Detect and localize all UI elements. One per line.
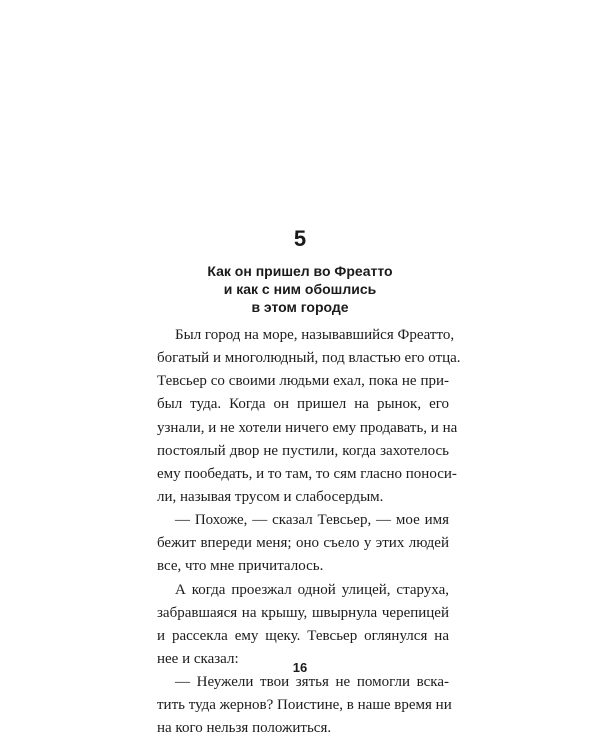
- text-line: — Похоже, — сказал Тевсьер, — мое имя: [175, 512, 449, 529]
- chapter-title-line: Как он пришел во Фреатто: [207, 263, 393, 279]
- text-line: ему пообедать, и то там, то сям гласно поноси-: [157, 465, 457, 482]
- chapter-title-line: в этом городе: [251, 299, 349, 315]
- chapter-number: 5: [293, 226, 307, 251]
- text-line: все, что мне причиталось.: [157, 558, 324, 575]
- text-line: постоялый двор не пустили, когда захотелось: [157, 442, 449, 459]
- text-line: нее и сказал:: [157, 650, 239, 667]
- text-line: Тевсьер со своими людьми ехал, пока не при-: [157, 373, 449, 390]
- chapter-body-text: [157, 324, 461, 741]
- text-line: узнали, и не хотели ничего ему продавать, и на: [157, 419, 458, 436]
- text-line: Был город на море, называвшийся Фреатто,: [175, 327, 455, 343]
- text-line: забравшаяся на крышу, швырнула черепицей: [157, 604, 449, 621]
- text-line: А когда проезжал одной улицей, старуха,: [175, 581, 449, 598]
- chapter-title: [0, 262, 600, 316]
- page-number: 16: [292, 660, 308, 675]
- text-line: бежит впереди меня; оно съело у этих людей: [157, 535, 449, 552]
- text-line: — Неужели твои зятья не помогли вска-: [175, 674, 449, 691]
- text-line: тить туда жернов? Поистине, в наше время ни: [157, 697, 452, 714]
- text-line: был туда. Когда он пришел на рынок, его: [157, 396, 449, 413]
- text-line: и рассекла ему щеку. Тевсьер оглянулся на: [157, 627, 449, 644]
- chapter-title-line: и как с ним обошлись: [223, 281, 377, 297]
- text-line: богатый и многолюдный, под властью его отца.: [157, 350, 461, 367]
- text-line: на кого нельзя положиться.: [157, 720, 332, 737]
- text-line: ли, называя трусом и слабосердым.: [157, 488, 384, 505]
